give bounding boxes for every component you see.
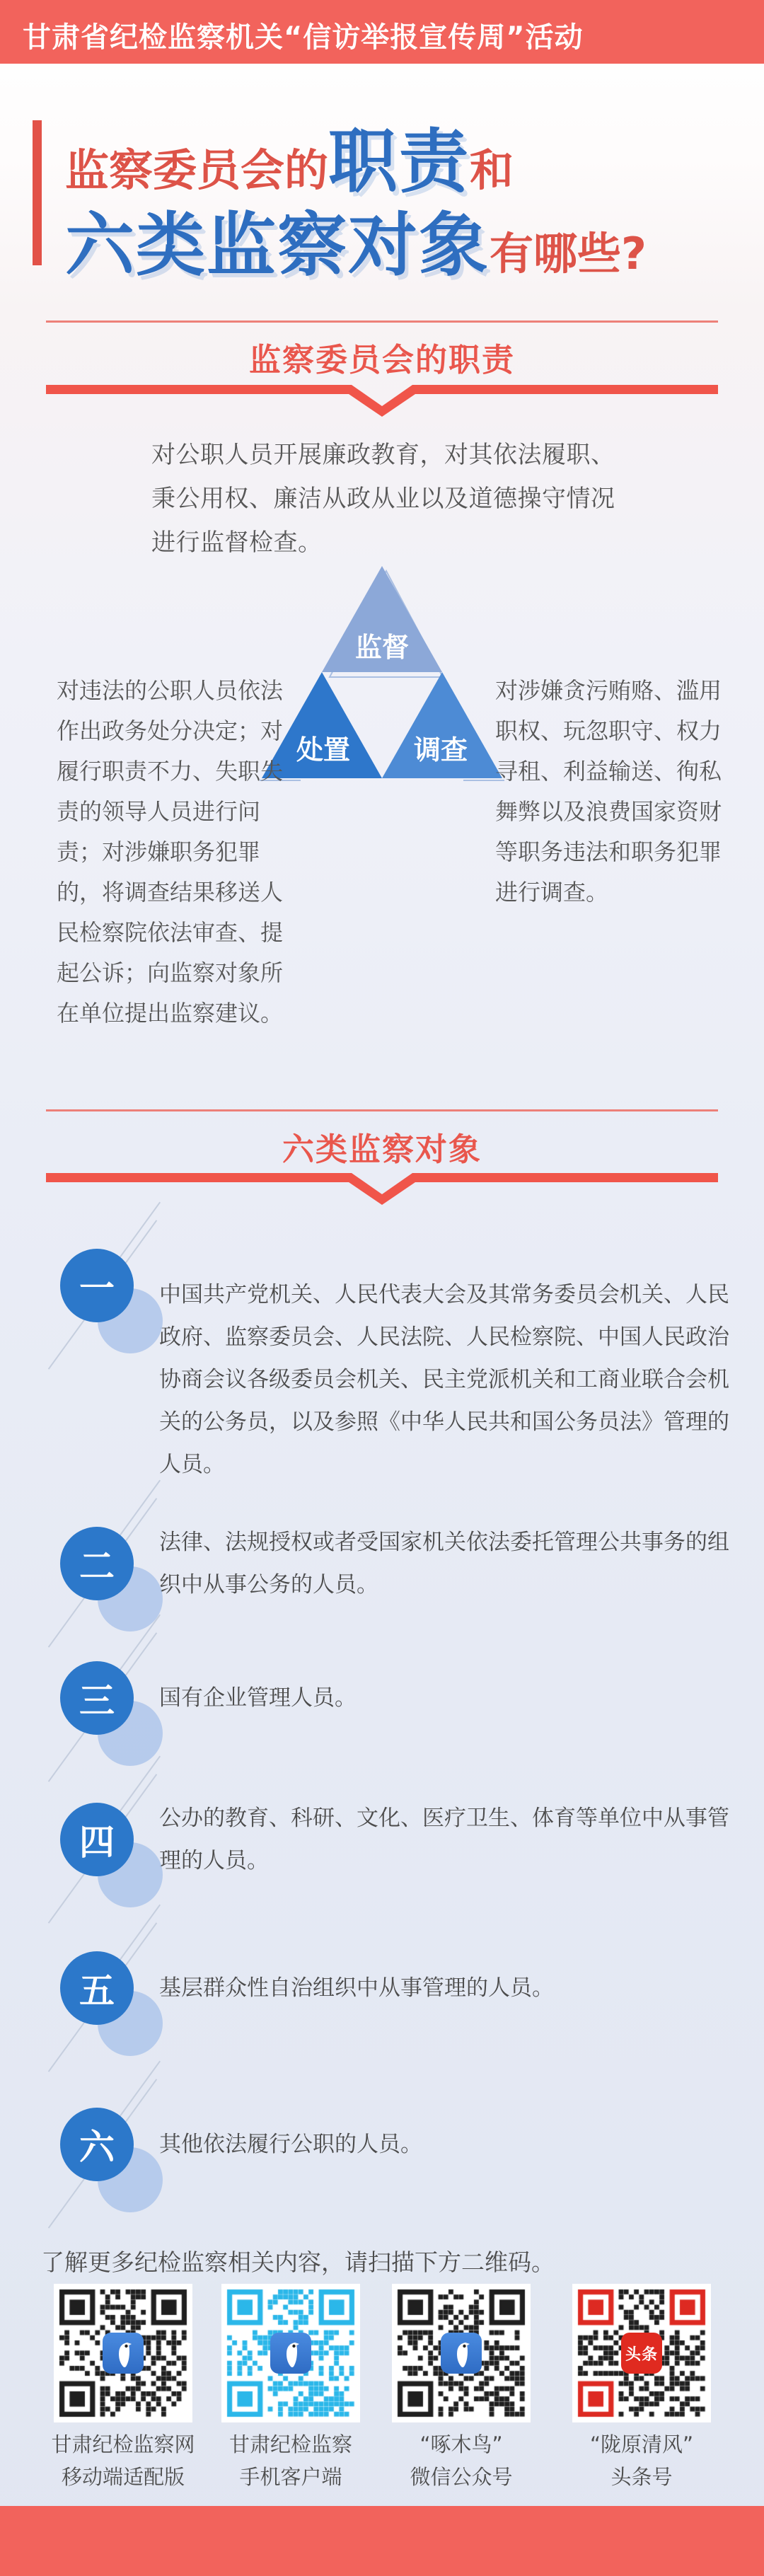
diagonal-line-deco xyxy=(120,1905,161,1960)
item-2-text: 法律、法规授权或者受国家机关依法委托管理公共事务的组织中从事公务的人员。 xyxy=(159,1530,729,1598)
footer-tip-text: 了解更多纪检监察相关内容，请扫描下方二维码。 xyxy=(41,2248,555,2276)
item-3-badge: 三 xyxy=(60,1661,134,1735)
section1-title: 监察委员会的职责 xyxy=(248,341,515,379)
qr-panel-4 xyxy=(572,2284,711,2422)
qr-panel-3 xyxy=(392,2284,531,2422)
qr-panel-2 xyxy=(221,2284,360,2422)
duty-triangle-diagram xyxy=(258,562,506,783)
item-5-badge: 五 xyxy=(60,1951,134,2025)
title-line-2 xyxy=(65,190,647,289)
section1-left-text: 对违法的公职人员依法作出政务处分决定；对履行职责不力、失职失责的领导人员进行问责；对涉嫌职务犯罪的，将调查结果移送人民检察院依法审查、提起公诉；向监察对象所在单位提出监察建议。 xyxy=(57,677,284,1027)
caption-line: 甘肃纪检监察 xyxy=(228,2432,352,2456)
item-1-text: 中国共产党机关、人民代表大会及其常务委员会机关、人民政府、监察委员会、人民法院、人民检察院、中国人民政治协商会议各级委员会机关、民主党派机关和工商业联合会机关的公务员，以及参照《中华人民共和国公务员法》管理的人员。 xyxy=(159,1282,729,1477)
caption-line: 手机客户端 xyxy=(239,2465,342,2489)
woodpecker-app-icon xyxy=(270,2333,311,2374)
item-2-badge: 二 xyxy=(60,1527,134,1600)
qr-caption-4 xyxy=(557,2428,727,2493)
title-red-2: 和 xyxy=(470,144,514,196)
item-5-text: 基层群众性自治组织中从事管理的人员。 xyxy=(159,1975,554,2001)
title-red-1: 监察委员会的 xyxy=(65,144,329,196)
title-blue-1: 职责 xyxy=(328,122,470,202)
item-4-text: 公办的教育、科研、文化、医疗卫生、体育等单位中从事管理的人员。 xyxy=(159,1806,729,1873)
item-1-badge: 一 xyxy=(60,1249,134,1322)
top-banner xyxy=(0,0,764,64)
item-4-badge: 四 xyxy=(60,1803,134,1876)
caption-line: “啄木鸟” xyxy=(419,2432,503,2456)
bottom-accent-bar xyxy=(0,2506,764,2576)
woodpecker-app-icon xyxy=(103,2333,144,2374)
title-blue-2: 六类监察对象 xyxy=(65,205,490,286)
caption-line: 甘肃纪检监察网 xyxy=(51,2432,195,2456)
triangle-label-top: 监督 xyxy=(354,632,410,663)
section1-thin-line xyxy=(46,320,718,323)
diagonal-line-deco xyxy=(120,1480,161,1536)
title-red-3: 有哪些? xyxy=(490,228,647,279)
qr-caption-2 xyxy=(206,2428,376,2493)
title-accent-bar xyxy=(33,120,42,265)
caption-line: “陇原清风” xyxy=(589,2432,694,2456)
diagonal-line-deco xyxy=(120,1202,161,1258)
qr-caption-1 xyxy=(38,2428,208,2493)
qr-caption-3 xyxy=(376,2428,546,2493)
triangle-label-left: 处置 xyxy=(296,734,351,766)
diagonal-line-deco xyxy=(120,2061,161,2117)
section2-title: 六类监察对象 xyxy=(282,1131,482,1168)
toutiao-app-icon xyxy=(621,2333,662,2374)
caption-line: 微信公众号 xyxy=(410,2465,513,2489)
toutiao-badge-text: 头条 xyxy=(625,2345,658,2364)
section1-chevron-bar xyxy=(46,385,718,417)
banner-title: 甘肃省纪检监察机关“信访举报宣传周”活动 xyxy=(23,21,584,54)
triangle-label-right: 调查 xyxy=(413,734,468,766)
item-6-badge: 六 xyxy=(60,2108,134,2181)
section1-intro-text: 对公职人员开展廉政教育，对其依法履职、秉公用权、廉洁从政从业以及道德操守情况进行监督检查。 xyxy=(151,441,615,557)
section1-right-text: 对涉嫌贪污贿赂、滥用职权、玩忽职守、权力寻租、利益输送、徇私舞弊以及浪费国家资财等职务违法和职务犯罪进行调查。 xyxy=(495,677,722,906)
item-3-text: 国有企业管理人员。 xyxy=(159,1685,357,1711)
caption-line: 移动端适配版 xyxy=(61,2465,185,2489)
woodpecker-app-icon xyxy=(441,2333,482,2374)
section2-thin-line xyxy=(46,1109,718,1111)
caption-line: 头条号 xyxy=(610,2465,673,2489)
item-6-text: 其他依法履行公职的人员。 xyxy=(159,2132,422,2157)
qr-panel-1 xyxy=(54,2284,192,2422)
section2-chevron-bar xyxy=(46,1173,718,1206)
